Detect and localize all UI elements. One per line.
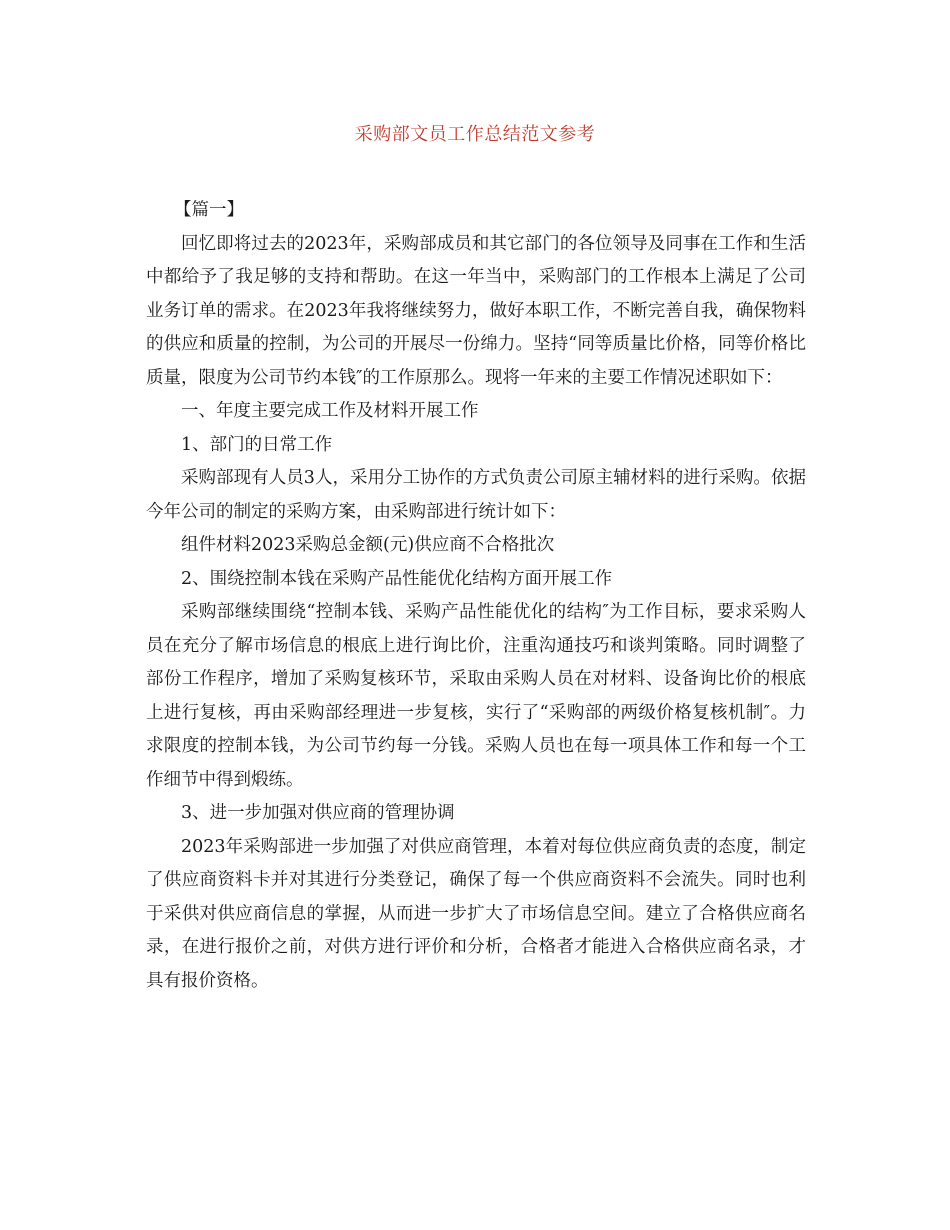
paragraph-supplier-management: 2023年采购部进一步加强了对供应商管理，本着对每位供应商负责的态度，制定了供应商资料卡并对其进行分类登记，确保了每一个供应商资料不会流失。同时也利于采供对供应商信息的掌握，从而进一步扩大了市场信息空间。建立了合格供应商名录，在进行报价之前，对供方进行评价和分析，合格者才能进入合格供应商名录，才具有报价资格。 <box>146 836 806 991</box>
paragraph-staffing: 采购部现有人员3人，采用分工协作的方式负责公司原主辅材料的进行采购。依据今年公司的制定的采购方案，由采购部进行统计如下： <box>146 468 806 522</box>
paragraph-material-stats: 组件材料2023采购总金额(元)供应商不合格批次 <box>181 535 555 555</box>
subheading-cost-control: 2、围绕控制本钱在采购产品性能优化结构方面开展工作 <box>181 568 613 589</box>
document-title: 采购部文员工作总结范文参考 <box>354 124 596 145</box>
section-heading-annual-work: 一、年度主要完成工作及材料开展工作 <box>181 401 479 421</box>
paragraph-cost-control: 采购部继续围绕“控制本钱、采购产品性能优化的结构″为工作目标，要求采购人员在充分了解市场信息的根底上进行询比价，注重沟通技巧和谈判策略。同时调整了部份工作程序，增加了采购复核环节，采取由采购人员在对材料、设备询比价的根底上进行复核，再由采购部经理进一步复核，实行了“采购部的两级价格复核机制″。力求限度的控制本钱，为公司节约每一分钱。采购人员也在每一项具体工作和每一个工作细节中得到煅练。 <box>146 602 806 790</box>
section-heading-part-one: 【篇一】 <box>174 200 244 220</box>
subheading-daily-work: 1、部门的日常工作 <box>181 434 333 455</box>
document-body <box>146 194 806 998</box>
intro-paragraph: 回忆即将过去的2023年，采购部成员和其它部门的各位领导及同事在工作和生活中都给予了我足够的支持和帮助。在这一年当中，采购部门的工作根本上满足了公司业务订单的需求。在2023年我将继续努力，做好本职工作，不断完善自我，确保物料的供应和质量的控制，为公司的开展尽一份绵力。坚持“同等质量比价格，同等价格比质量，限度为公司节约本钱″的工作原那么。现将一年来的主要工作情况述职如下： <box>146 233 806 388</box>
subheading-supplier-management: 3、进一步加强对供应商的管理协调 <box>181 803 455 823</box>
